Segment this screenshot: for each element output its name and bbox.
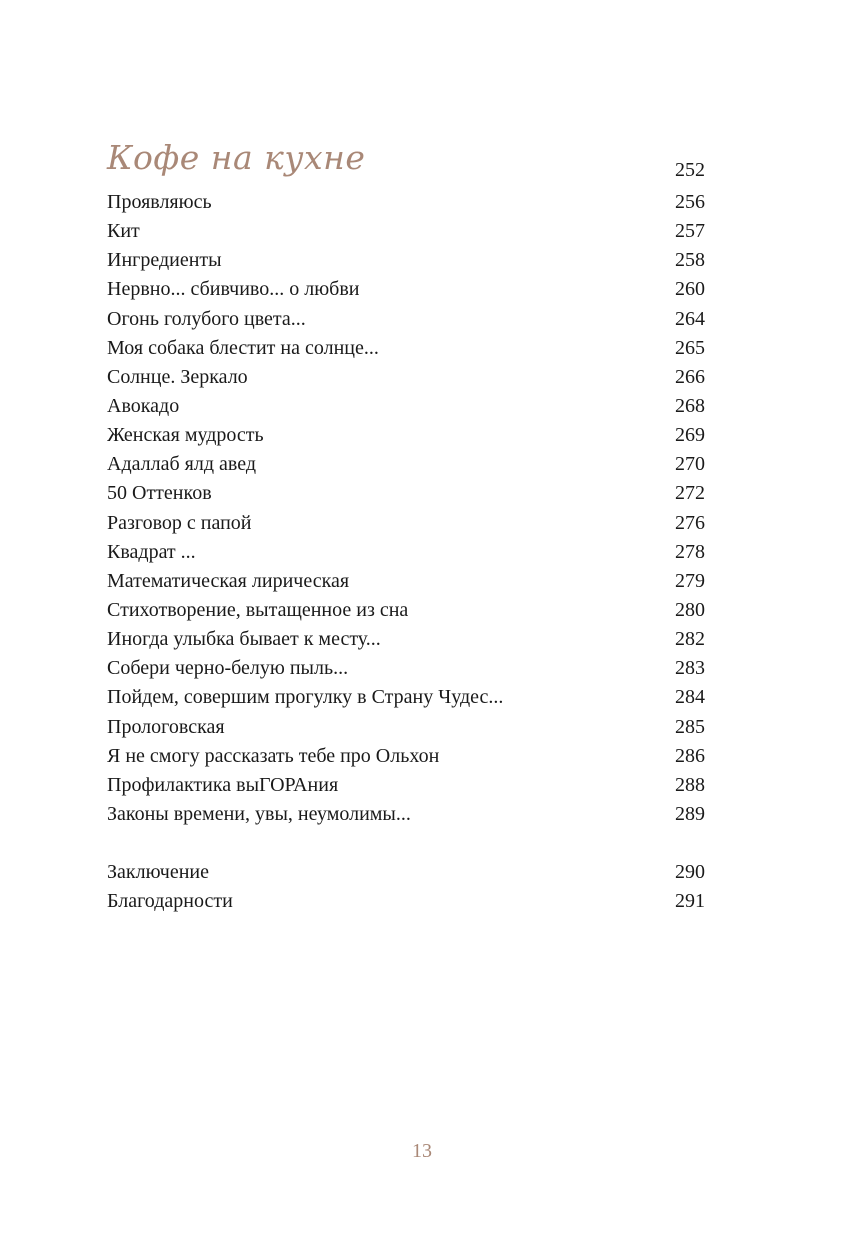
section-heading (107, 132, 705, 188)
entry-title: Солнце. Зеркало (107, 365, 248, 388)
toc-entry[interactable] (107, 217, 705, 246)
entry-page: 286 (675, 744, 705, 767)
toc-entry[interactable] (107, 509, 705, 538)
entry-page: 279 (675, 569, 705, 592)
entry-title: Авокадо (107, 394, 180, 417)
entry-page: 268 (675, 394, 705, 417)
toc-entry[interactable] (107, 567, 705, 596)
entry-title: Профилактика выГОРАния (107, 773, 339, 796)
toc-entry[interactable] (107, 334, 705, 363)
entry-title: Квадрат ... (107, 540, 196, 563)
toc-entry[interactable] (107, 625, 705, 654)
entry-page: 258 (675, 249, 705, 272)
toc-entry[interactable] (107, 713, 705, 742)
toc-entry[interactable] (107, 771, 705, 800)
entry-title: Я не смогу рассказать тебе про Ольхон (107, 744, 440, 767)
entry-title: Проявляюсь (107, 191, 212, 213)
entry-page: 285 (675, 715, 705, 738)
entry-title: Адаллаб ялд авед (107, 453, 257, 476)
entry-title: Пойдем, совершим прогулку в Страну Чудес... (107, 686, 504, 709)
entry-page: 256 (675, 191, 705, 213)
entry-title: Стихотворение, вытащенное из сна (107, 598, 409, 621)
entry-title: 50 Оттенков (107, 482, 212, 505)
entry-page: 257 (675, 220, 705, 243)
toc-entry[interactable] (107, 305, 705, 334)
toc-entry[interactable] (107, 479, 705, 508)
entry-page: 265 (675, 336, 705, 359)
table-of-contents (107, 132, 705, 916)
entry-page: 270 (675, 453, 705, 476)
page-number: 13 (412, 1140, 432, 1162)
toc-entry[interactable] (107, 654, 705, 683)
toc-entry[interactable] (107, 683, 705, 712)
entry-title: Собери черно-белую пыль... (107, 657, 349, 680)
toc-entry[interactable] (107, 450, 705, 479)
entry-page: 280 (675, 598, 705, 621)
entry-page: 278 (675, 540, 705, 563)
entry-page: 289 (675, 802, 705, 825)
entry-page: 266 (675, 365, 705, 388)
entry-page: 260 (675, 278, 705, 301)
toc-entry[interactable] (107, 538, 705, 567)
entry-page: 272 (675, 482, 705, 505)
toc-entry[interactable] (107, 246, 705, 275)
entry-title: Математическая лирическая (107, 569, 350, 592)
entry-title: Нервно... сбивчиво... о любви (107, 278, 360, 301)
toc-entry[interactable] (107, 742, 705, 771)
entry-page: 288 (675, 773, 705, 796)
entry-page: 276 (675, 511, 705, 534)
entry-page: 290 (675, 861, 705, 884)
toc-entry[interactable] (107, 800, 705, 829)
toc-entry-conclusion[interactable] (107, 858, 705, 887)
spacer (107, 829, 705, 858)
entry-title: Законы времени, увы, неумолимы... (107, 802, 411, 825)
entry-title: Заключение (107, 861, 209, 884)
entry-page: 282 (675, 628, 705, 651)
entry-title: Кит (107, 220, 140, 243)
toc-entry[interactable] (107, 275, 705, 304)
entry-title: Женская мудрость (107, 424, 264, 447)
entry-page: 284 (675, 686, 705, 709)
section-title: Кофе на кухне (107, 138, 366, 177)
toc-entry[interactable] (107, 363, 705, 392)
entry-page: 269 (675, 424, 705, 447)
entry-title: Благодарности (107, 890, 233, 913)
entry-title: Огонь голубого цвета... (107, 307, 306, 330)
toc-entry[interactable] (107, 392, 705, 421)
toc-entry[interactable] (107, 421, 705, 450)
entry-title: Разговор с папой (107, 511, 252, 534)
closing-list (107, 858, 705, 916)
section-page-number: 252 (675, 159, 705, 181)
entry-title: Ингредиенты (107, 249, 222, 272)
entry-title: Прологовская (107, 715, 225, 738)
toc-entry-acknowledgements[interactable] (107, 887, 705, 916)
entries-list (107, 188, 705, 829)
toc-entry[interactable] (107, 596, 705, 625)
entry-page: 291 (675, 890, 705, 913)
entry-title: Моя собака блестит на солнце... (107, 336, 379, 359)
entry-page: 264 (675, 307, 705, 330)
toc-entry[interactable] (107, 188, 705, 217)
entry-page: 283 (675, 657, 705, 680)
entry-title: Иногда улыбка бывает к месту... (107, 628, 381, 651)
